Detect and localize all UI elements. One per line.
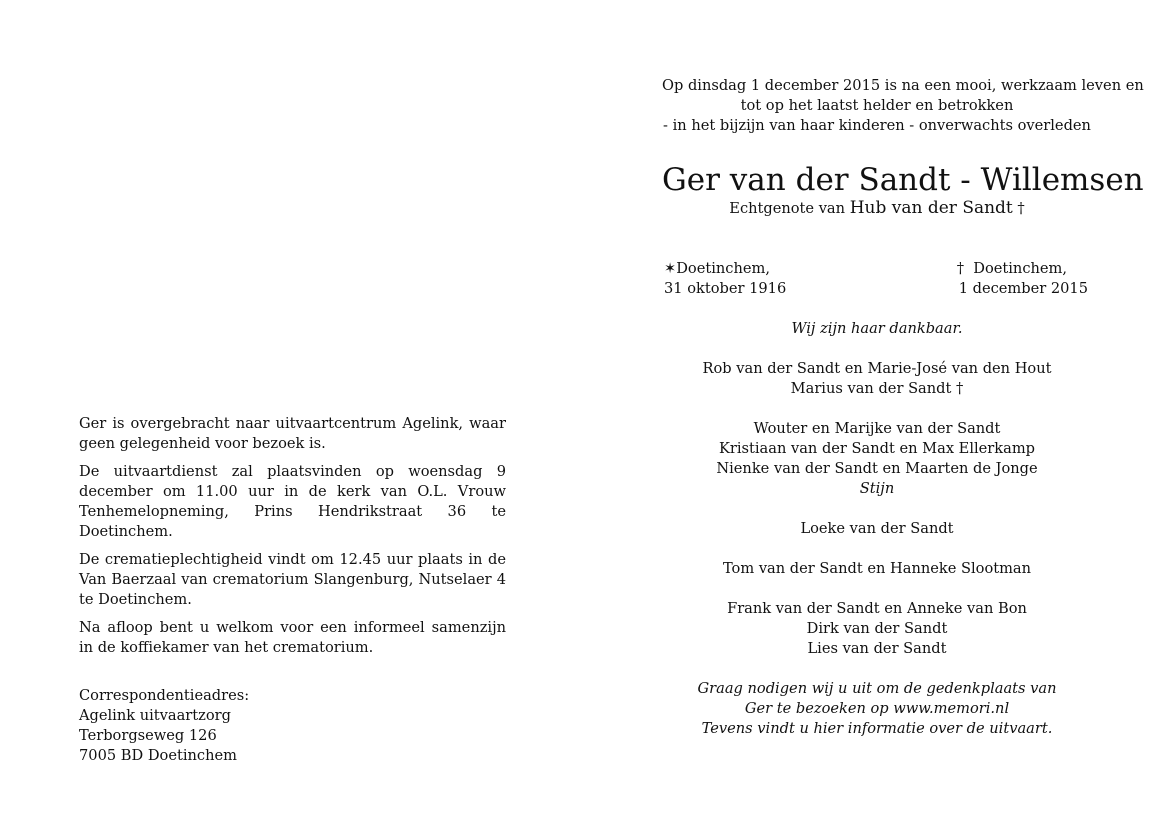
family-member: Dirk van der Sandt	[806, 620, 948, 637]
family-member: Frank van der Sandt en Anneke van Bon	[727, 600, 1027, 617]
intro-line: tot op het laatst helder en betrokken	[740, 97, 1014, 114]
birth-date: 31 oktober 1916	[664, 280, 787, 297]
paragraph-viewing: Ger is overgebracht naar uitvaartcentrum Agelink, waar geen gelegenheid voor bezoek is.	[79, 415, 506, 452]
family-member: Marius van der Sandt †	[790, 380, 964, 397]
grandchild: Stijn	[859, 480, 895, 497]
closing-line: Graag nodigen wij u uit om de gedenkplaats van	[697, 680, 1057, 697]
birth-place: Doetinchem,	[676, 260, 770, 277]
spouse-line	[662, 198, 1092, 219]
family-member: Nienke van der Sandt en Maarten de Jonge	[716, 460, 1038, 477]
family-member: Kristiaan van der Sandt en Max Ellerkamp	[718, 440, 1036, 457]
paragraph-reception: Na afloop bent u welkom voor een informeel samenzijn in de koffiekamer van het crematorium.	[79, 619, 506, 656]
family-group-3	[662, 519, 1092, 539]
family-group-4	[662, 559, 1092, 579]
death-info	[957, 259, 1088, 299]
family-member: Wouter en Marijke van der Sandt	[753, 420, 1001, 437]
correspondence-address	[79, 686, 506, 766]
life-dates	[662, 259, 1092, 299]
dagger-icon: †	[1017, 200, 1025, 217]
family-member: Rob van der Sandt en Marie-José van den Hout	[702, 360, 1052, 377]
address-label: Correspondentieadres:	[79, 687, 250, 704]
thanks-line: Wij zijn haar dankbaar.	[791, 320, 963, 337]
intro-line: - in het bijzijn van haar kinderen - onverwachts overleden	[663, 117, 1091, 134]
spouse-name: Hub van der Sandt	[849, 198, 1013, 218]
intro-line: Op dinsdag 1 december 2015 is na een mooi, werkzaam leven en	[662, 77, 1144, 94]
intro-text	[662, 76, 1144, 136]
address-company: Agelink uitvaartzorg	[79, 707, 231, 724]
death-date: 1 december 2015	[958, 280, 1088, 297]
family-member: Tom van der Sandt en Hanneke Slootman	[722, 560, 1032, 577]
closing-line: Tevens vindt u hier informatie over de uitvaart.	[701, 720, 1053, 737]
star-icon: ✶	[664, 260, 677, 277]
paragraph-cremation: De crematieplechtigheid vindt om 12.45 uur plaats in de Van Baerzaal van crematorium Slangenburg, Nutselaer 4 te Doetinchem.	[79, 551, 506, 608]
family-group-2	[662, 419, 1092, 499]
paragraph-service: De uitvaartdienst zal plaatsvinden op woensdag 9 december om 11.00 uur in de kerk van O.L. Vrouw Tenhemelopneming, Prins Hendrikstraat 36 te Doetinchem.	[79, 463, 506, 540]
family-group-5	[662, 599, 1092, 659]
death-place: Doetinchem,	[973, 260, 1068, 277]
family-member: Lies van der Sandt	[807, 640, 947, 657]
right-column	[662, 76, 1144, 739]
left-column	[79, 414, 506, 766]
birth-info	[664, 259, 786, 299]
family-member: Loeke van der Sandt	[800, 520, 954, 537]
address-city: 7005 BD Doetinchem	[79, 747, 237, 764]
address-street: Terborgseweg 126	[79, 727, 217, 744]
family-group-1	[662, 359, 1092, 399]
closing-line: Ger te bezoeken op www.memori.nl	[744, 700, 1010, 717]
closing-text	[662, 679, 1092, 739]
dagger-icon: †	[956, 260, 964, 277]
spouse-prefix: Echtgenote van	[729, 200, 846, 217]
deceased-name: Ger van der Sandt - Willemsen	[662, 162, 1144, 198]
